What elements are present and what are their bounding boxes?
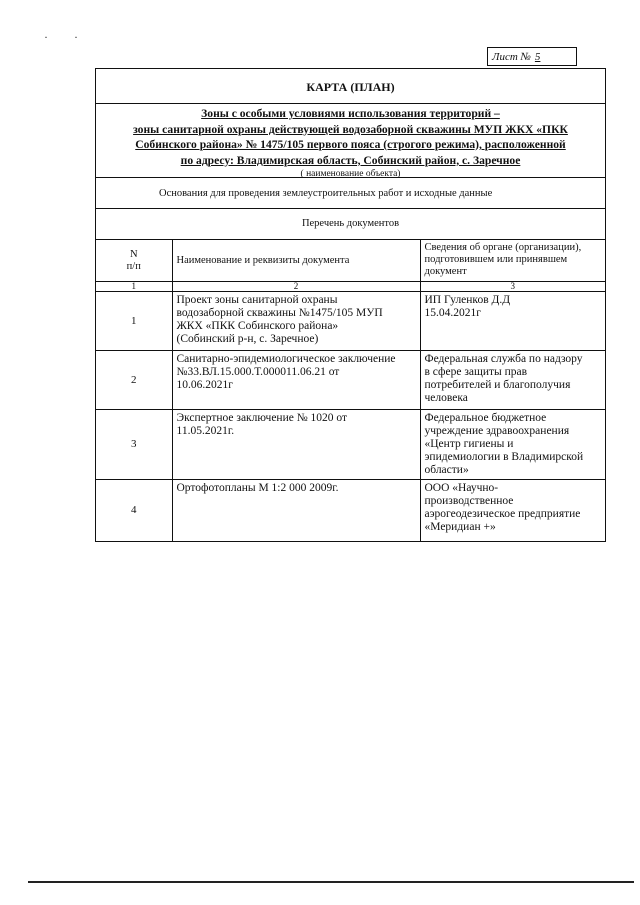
table-row [96,292,605,351]
row-name: Ортофотопланы М 1:2 000 2009г. [172,480,420,542]
footer-rule [28,881,634,883]
row-num: 3 [96,410,172,480]
row-name: Проект зоны санитарной охраны водозаборной скважины №1475/105 МУП ЖКХ «ПКК Собинского района» (Собинский р-н, с. Заречное) [172,292,420,351]
sheet-number: 5 [534,51,541,63]
row-num: 4 [96,480,172,542]
header-name: Наименование и реквизиты документа [172,240,420,282]
table-row [96,351,605,410]
sheet-label: Лист № [492,51,531,63]
document-list-title: Перечень документов [301,218,400,229]
row-name: Санитарно-эпидемиологическое заключение №33.ВЛ.15.000.Т.000011.06.21 от 10.06.2021г [172,351,420,410]
object-line: зоны санитарной охраны действующей водозаборной скважины МУП ЖКХ «ПКК [133,122,568,136]
basis-heading [96,178,605,209]
documents-table [96,239,605,541]
header-org: Сведения об органе (организации), подготовившем или принявшем документ [420,240,605,282]
row-org: ИП Гуленков Д.Д 15.04.2021г [420,292,605,351]
object-line: Собинского района» № 1475/105 первого пояса (строгого режима), расположенной [135,138,566,151]
table-index-row [96,282,605,292]
document-title: КАРТА (ПЛАН) [96,69,605,104]
object-line: Зоны с особыми условиями использования территорий – [201,107,500,120]
row-org: Федеральная служба по надзору в сфере защиты прав потребителей и благополучия человека [420,351,605,410]
row-org: ООО «Научно- производственное аэрогеодезическое предприятие «Меридиан +» [420,480,605,542]
table-row [96,480,605,542]
scan-specks: ·· [44,30,104,44]
row-num: 2 [96,351,172,410]
row-org: Федеральное бюджетное учреждение здравоохранения «Центр гигиены и эпидемиологии в Владимирской области» [420,410,605,480]
sheet-number-box [487,47,577,66]
table-header-row [96,240,605,282]
row-num: 1 [96,292,172,351]
object-name-block [96,104,605,178]
object-line: по адресу: Владимирская область, Собинский район, с. Заречное [180,153,521,167]
document-frame [95,68,606,542]
index-cell: 1 [96,282,172,292]
index-cell: 2 [172,282,420,292]
index-cell: 3 [420,282,605,292]
header-num: N п/п [96,240,172,282]
table-row [96,410,605,480]
object-caption: ( наименование объекта) [300,169,401,179]
row-name: Экспертное заключение № 1020 от 11.05.2021г. [172,410,420,480]
basis-text: Основания для проведения землеустроительных работ и исходные данные [159,188,493,199]
